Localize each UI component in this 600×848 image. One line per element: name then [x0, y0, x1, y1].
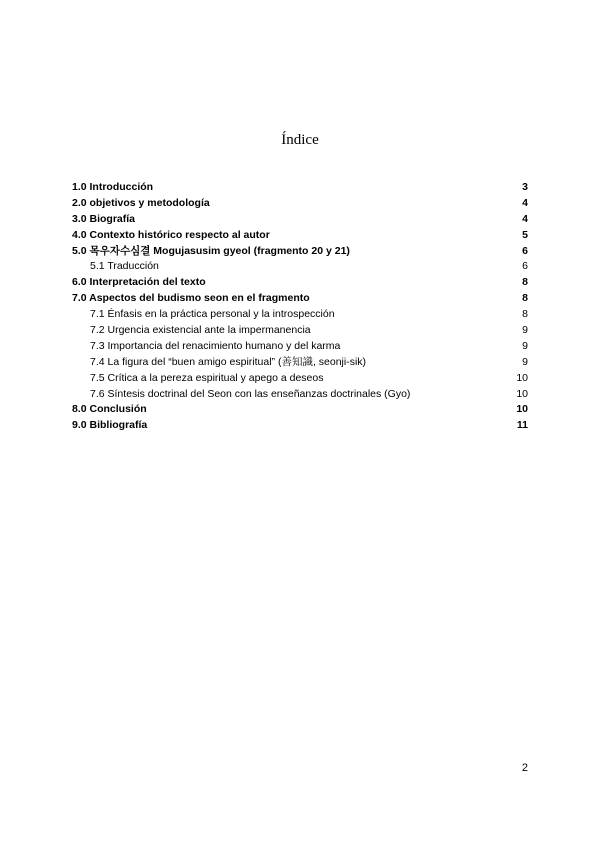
toc-entry[interactable]	[72, 259, 528, 275]
toc-entry[interactable]	[72, 387, 528, 403]
toc-entry-label: 7.3 Importancia del renacimiento humano y del karma	[90, 339, 341, 352]
toc-entry[interactable]	[72, 244, 528, 260]
toc-entry-label: 7.2 Urgencia existencial ante la impermanencia	[90, 324, 311, 337]
toc-entry-page: 11	[516, 419, 528, 432]
toc-entry[interactable]	[72, 180, 528, 196]
toc-entry-label: 2.0 objetivos y metodología	[72, 196, 210, 209]
toc-entry-page: 5	[522, 228, 528, 241]
toc-entry-page: 10	[516, 403, 528, 416]
toc-entry[interactable]	[72, 402, 528, 418]
toc-entry[interactable]	[72, 212, 528, 228]
page-title: Índice	[281, 132, 319, 148]
toc-entry-page: 3	[522, 181, 528, 193]
toc-entry[interactable]	[72, 307, 528, 323]
toc-entry-label: 7.5 Crítica a la pereza espiritual y apego a deseos	[90, 371, 324, 384]
table-of-contents	[72, 180, 528, 434]
toc-entry[interactable]	[72, 323, 528, 339]
toc-entry-label: 1.0 Introducción	[72, 181, 154, 193]
toc-entry-page: 4	[522, 212, 528, 225]
toc-entry-page: 8	[522, 292, 528, 305]
toc-entry-label: 4.0 Contexto histórico respecto al autor	[72, 228, 270, 241]
toc-entry-page: 9	[522, 355, 528, 368]
toc-entry[interactable]	[72, 371, 528, 387]
toc-entry-label: 3.0 Biografía	[72, 212, 136, 225]
toc-entry-label: 7.0 Aspectos del budismo seon en el fragmento	[72, 292, 310, 305]
toc-entry-page: 9	[522, 339, 528, 352]
toc-entry-page: 6	[522, 244, 528, 257]
toc-entry[interactable]	[72, 228, 528, 244]
toc-entry-label: 5.0 목우자수심결 Mogujasusim gyeol (fragmento 20 y 21)	[72, 244, 350, 257]
toc-entry-page: 10	[516, 371, 528, 384]
page-number: 2	[521, 762, 528, 774]
toc-entry[interactable]	[72, 291, 528, 307]
toc-entry-page: 9	[522, 324, 528, 337]
toc-entry-label: 7.4 La figura del “buen amigo espiritual” (善知識, seonji-sik)	[90, 355, 367, 368]
toc-entry-page: 6	[522, 260, 528, 273]
toc-entry-label: 5.1 Traducción	[90, 260, 159, 273]
toc-entry-page: 8	[522, 308, 528, 321]
toc-entry-page: 4	[522, 196, 528, 209]
toc-entry-label: 9.0 Bibliografía	[72, 419, 148, 432]
toc-entry-label: 8.0 Conclusión	[72, 403, 147, 416]
toc-entry[interactable]	[72, 418, 528, 434]
toc-entry[interactable]	[72, 275, 528, 291]
toc-entry-label: 7.1 Énfasis en la práctica personal y la introspección	[90, 308, 335, 321]
toc-entry[interactable]	[72, 196, 528, 212]
toc-entry[interactable]	[72, 339, 528, 355]
toc-entry-page: 10	[516, 387, 528, 400]
toc-entry-label: 6.0 Interpretación del texto	[72, 276, 206, 289]
toc-entry-label: 7.6 Síntesis doctrinal del Seon con las enseñanzas doctrinales (Gyo)	[90, 387, 411, 400]
toc-entry-page: 8	[522, 276, 528, 289]
toc-entry[interactable]	[72, 355, 528, 371]
